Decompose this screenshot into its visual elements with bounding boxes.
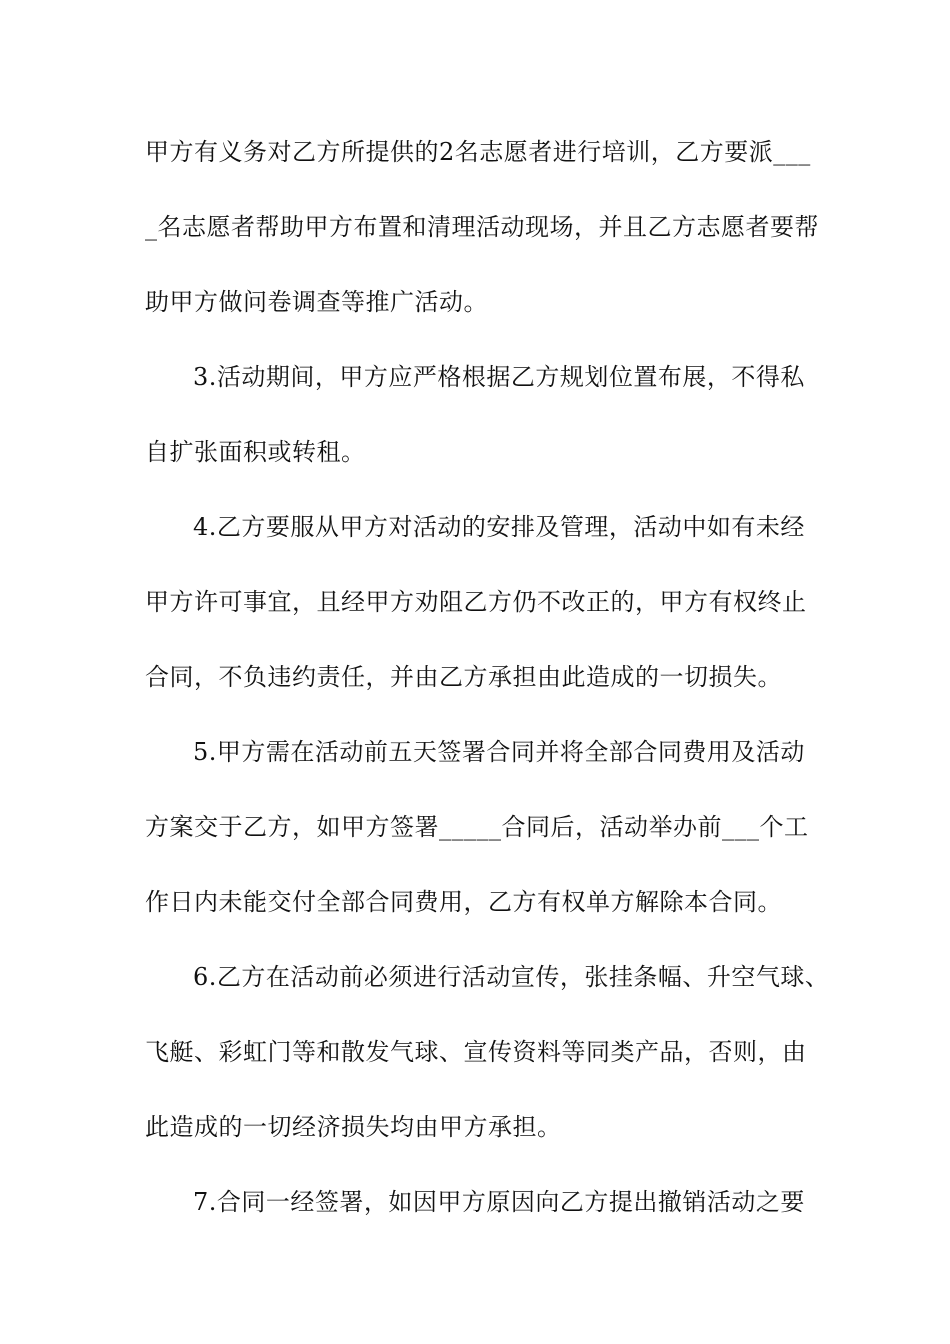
- paragraph-line: 自扩张面积或转租。: [145, 438, 366, 466]
- paragraph-line: 7.合同一经签署，如因甲方原因向乙方提出撤销活动之要: [193, 1188, 805, 1216]
- paragraph-line: 4.乙方要服从甲方对活动的安排及管理，活动中如有未经: [193, 513, 805, 541]
- paragraph-line: 甲方有义务对乙方所提供的2名志愿者进行培训，乙方要派___: [145, 138, 811, 166]
- paragraph-line: 3.活动期间，甲方应严格根据乙方规划位置布展，不得私: [193, 363, 805, 391]
- paragraph-line: 甲方许可事宜，且经甲方劝阻乙方仍不改正的，甲方有权终止: [145, 588, 807, 616]
- paragraph-line: 助甲方做问卷调查等推广活动。: [145, 288, 488, 316]
- paragraph-line: 5.甲方需在活动前五天签署合同并将全部合同费用及活动: [193, 738, 805, 766]
- paragraph-line: 6.乙方在活动前必须进行活动宣传，张挂条幅、升空气球、: [193, 963, 830, 991]
- paragraph-line: 合同，不负违约责任，并由乙方承担由此造成的一切损失。: [145, 663, 782, 691]
- paragraph-line: 作日内未能交付全部合同费用，乙方有权单方解除本合同。: [145, 888, 782, 916]
- paragraph-line: 方案交于乙方，如甲方签署_____合同后，活动举办前___个工: [145, 813, 809, 841]
- paragraph-line: 此造成的一切经济损失均由甲方承担。: [145, 1113, 562, 1141]
- paragraph-line: _名志愿者帮助甲方布置和清理活动现场，并且乙方志愿者要帮: [145, 213, 819, 241]
- paragraph-line: 飞艇、彩虹门等和散发气球、宣传资料等同类产品，否则，由: [145, 1038, 807, 1066]
